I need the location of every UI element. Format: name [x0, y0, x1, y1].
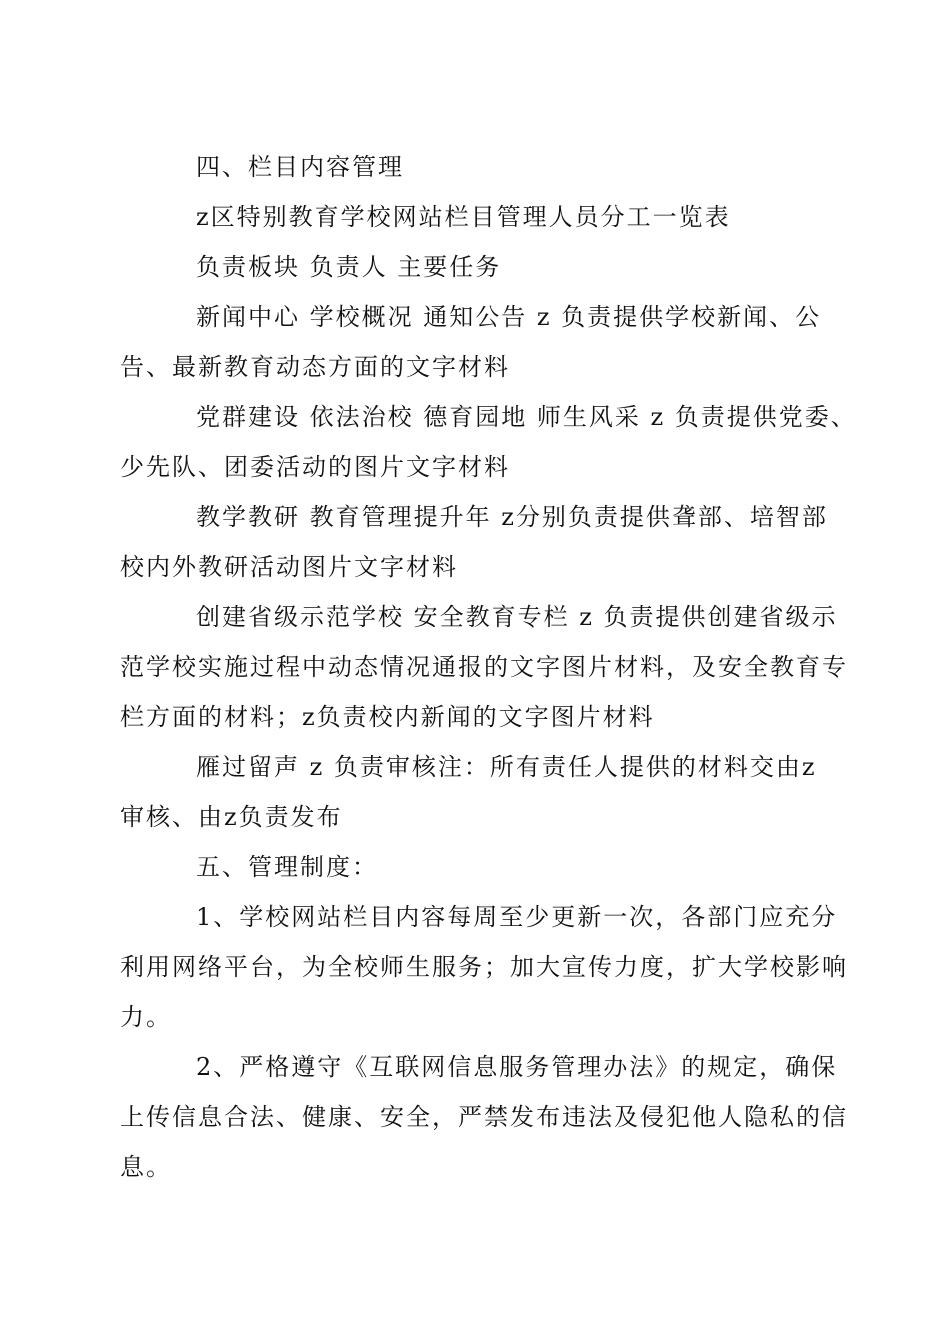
table-row-text: 告、最新教育动态方面的文字材料 — [120, 353, 510, 381]
table-row-text: 创建省级示范学校 安全教育专栏 z 负责提供创建省级示 — [196, 603, 838, 631]
paragraph-text: 息。 — [120, 1153, 172, 1181]
table-row-text: 校内外教研活动图片文字材料 — [120, 553, 458, 581]
table-title: z区特别教育学校网站栏目管理人员分工一览表 — [196, 203, 731, 231]
section-heading: 五、管理制度： — [196, 853, 378, 881]
paragraph-text: 利用网络平台，为全校师生服务；加大宣传力度，扩大学校影响 — [120, 953, 848, 981]
table-row-text: 教学教研 教育管理提升年 z分别负责提供聋部、培智部 — [196, 503, 828, 531]
table-row-text: 栏方面的材料；z负责校内新闻的文字图片材料 — [120, 703, 655, 731]
table-row-text: 雁过留声 z 负责审核注：所有责任人提供的材料交由z — [196, 753, 817, 781]
table-row-text: 审核、由z负责发布 — [120, 803, 343, 831]
table-row-text: 新闻中心 学校概况 通知公告 z 负责提供学校新闻、公 — [196, 303, 822, 331]
table-header: 负责板块 负责人 主要任务 — [196, 253, 502, 281]
paragraph-text: 力。 — [120, 1003, 172, 1031]
section-heading: 四、栏目内容管理 — [196, 153, 404, 181]
paragraph-text: 2、严格遵守《互联网信息服务管理办法》的规定，确保 — [196, 1053, 838, 1081]
table-row-text: 范学校实施过程中动态情况通报的文字图片材料，及安全教育专 — [120, 653, 848, 681]
paragraph-text: 上传信息合法、健康、安全，严禁发布违法及侵犯他人隐私的信 — [120, 1103, 848, 1131]
table-row-text: 党群建设 依法治校 德育园地 师生风采 z 负责提供党委、 — [196, 403, 857, 431]
table-row-text: 少先队、团委活动的图片文字材料 — [120, 453, 510, 481]
paragraph-text: 1、学校网站栏目内容每周至少更新一次，各部门应充分 — [196, 903, 838, 931]
